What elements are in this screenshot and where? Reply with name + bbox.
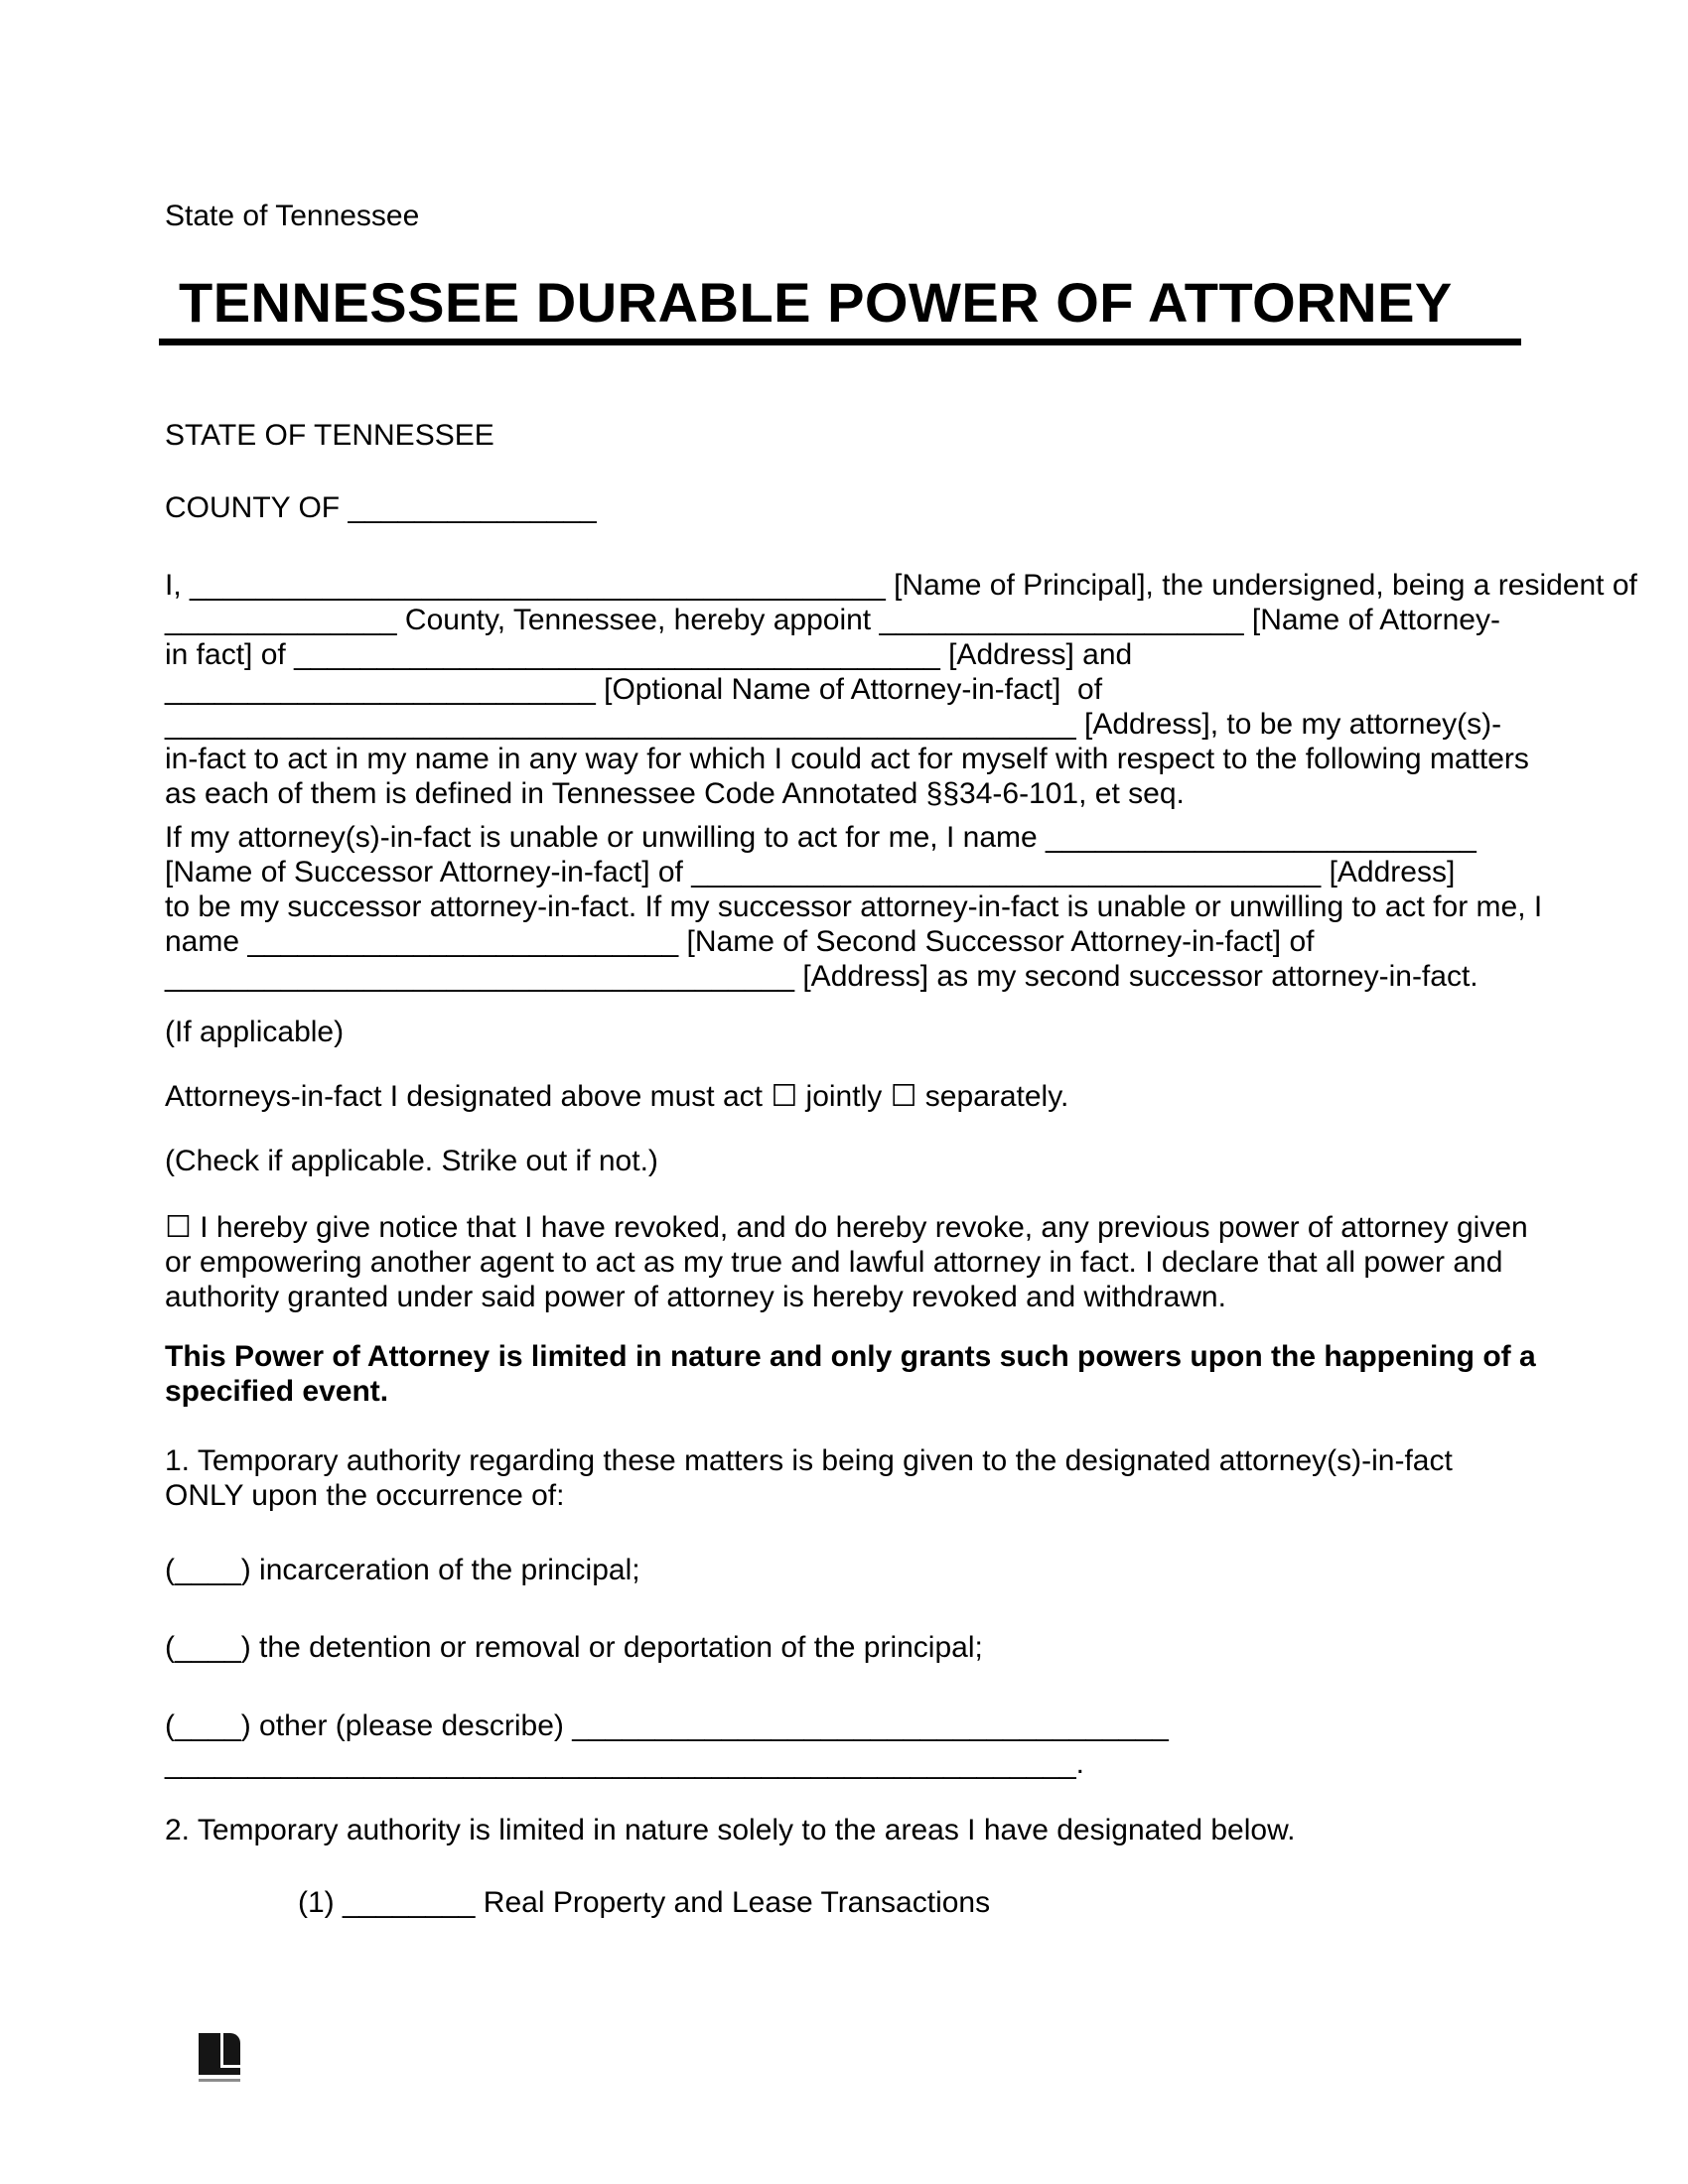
- paragraph-line: _______________________________________________________ [Address], to be my attorney(s)-: [165, 708, 1502, 741]
- revocation-paragraph: [165, 1210, 1528, 1314]
- logo-square: [199, 2033, 240, 2075]
- logo-underline: [199, 2079, 240, 2082]
- if-applicable-note: (If applicable): [165, 1016, 345, 1048]
- appointment-paragraph: [165, 568, 1637, 811]
- paragraph-line: authority granted under said power of attorney is hereby revoked and withdrawn.: [165, 1281, 1226, 1313]
- designated-area-item-1: (1) ________ Real Property and Lease Transactions: [298, 1886, 991, 1919]
- paragraph-line: ______________________________________ [Address] as my second successor attorney-in-fact.: [165, 960, 1478, 993]
- paragraph-line: as each of them is defined in Tennessee Code Annotated §§34-6-101, et seq.: [165, 777, 1185, 810]
- paragraph-line: __________________________ [Optional Name of Attorney-in-fact] of: [165, 673, 1103, 706]
- paragraph-line: If my attorney(s)-in-fact is unable or unwilling to act for me, I name __________________________: [165, 821, 1477, 854]
- option-other: (____) other (please describe) ____________________________________: [165, 1709, 1169, 1742]
- revocation-checkbox-line: ☐ I hereby give notice that I have revoked, and do hereby revoke, any previous power of attorney given: [165, 1211, 1528, 1244]
- paragraph-line: ONLY upon the occurrence of:: [165, 1479, 565, 1512]
- paragraph-line: 1. Temporary authority regarding these matters is being given to the designated attorney(s)-in-fact: [165, 1444, 1453, 1477]
- option-incarceration: (____) incarceration of the principal;: [165, 1554, 640, 1586]
- paragraph-line: in-fact to act in my name in any way for which I could act for myself with respect to the following matters: [165, 743, 1529, 775]
- state-of-line: STATE OF TENNESSEE: [165, 419, 494, 452]
- option-other-continuation-blank: _______________________________________________________.: [165, 1747, 1084, 1780]
- paragraph-line: [Name of Successor Attorney-in-fact] of ______________________________________ [Address]: [165, 856, 1456, 888]
- county-of-line: COUNTY OF _______________: [165, 491, 597, 524]
- option-detention: (____) the detention or removal or deportation of the principal;: [165, 1631, 983, 1664]
- page-title: TENNESSEE DURABLE POWER OF ATTORNEY: [159, 274, 1521, 345]
- paragraph-line: in fact] of _______________________________________ [Address] and: [165, 638, 1133, 671]
- successor-paragraph: [165, 820, 1542, 994]
- paragraph-line: name __________________________ [Name of Second Successor Attorney-in-fact] of: [165, 925, 1315, 958]
- logo-l-vertical-notch: [220, 2033, 223, 2065]
- paragraph-line: ______________ County, Tennessee, hereby appoint ______________________ [Name of Attorney-: [165, 604, 1500, 636]
- limited-powers-statement: [165, 1339, 1536, 1409]
- section-1-temporary-authority: [165, 1443, 1453, 1513]
- check-if-applicable-note: (Check if applicable. Strike out if not.): [165, 1145, 658, 1177]
- paragraph-line: to be my successor attorney-in-fact. If my successor attorney-in-fact is unable or unwilling to act for me, I: [165, 890, 1543, 923]
- state-of-tennessee-label: State of Tennessee: [165, 200, 420, 232]
- paragraph-line: or empowering another agent to act as my true and lawful attorney in fact. I declare that all power and: [165, 1246, 1503, 1279]
- paragraph-line: This Power of Attorney is limited in nature and only grants such powers upon the happening of a: [165, 1340, 1536, 1373]
- joint-separate-checkbox-line: Attorneys-in-fact I designated above must act ☐ jointly ☐ separately.: [165, 1080, 1069, 1113]
- legal-templates-logo: [199, 2033, 240, 2083]
- logo-l-horizontal-notch: [220, 2065, 240, 2068]
- paragraph-line: I, __________________________________________ [Name of Principal], the undersigned, being a resident of: [165, 569, 1637, 602]
- section-2-designated-areas: 2. Temporary authority is limited in nature solely to the areas I have designated below.: [165, 1814, 1296, 1846]
- paragraph-line: specified event.: [165, 1375, 389, 1408]
